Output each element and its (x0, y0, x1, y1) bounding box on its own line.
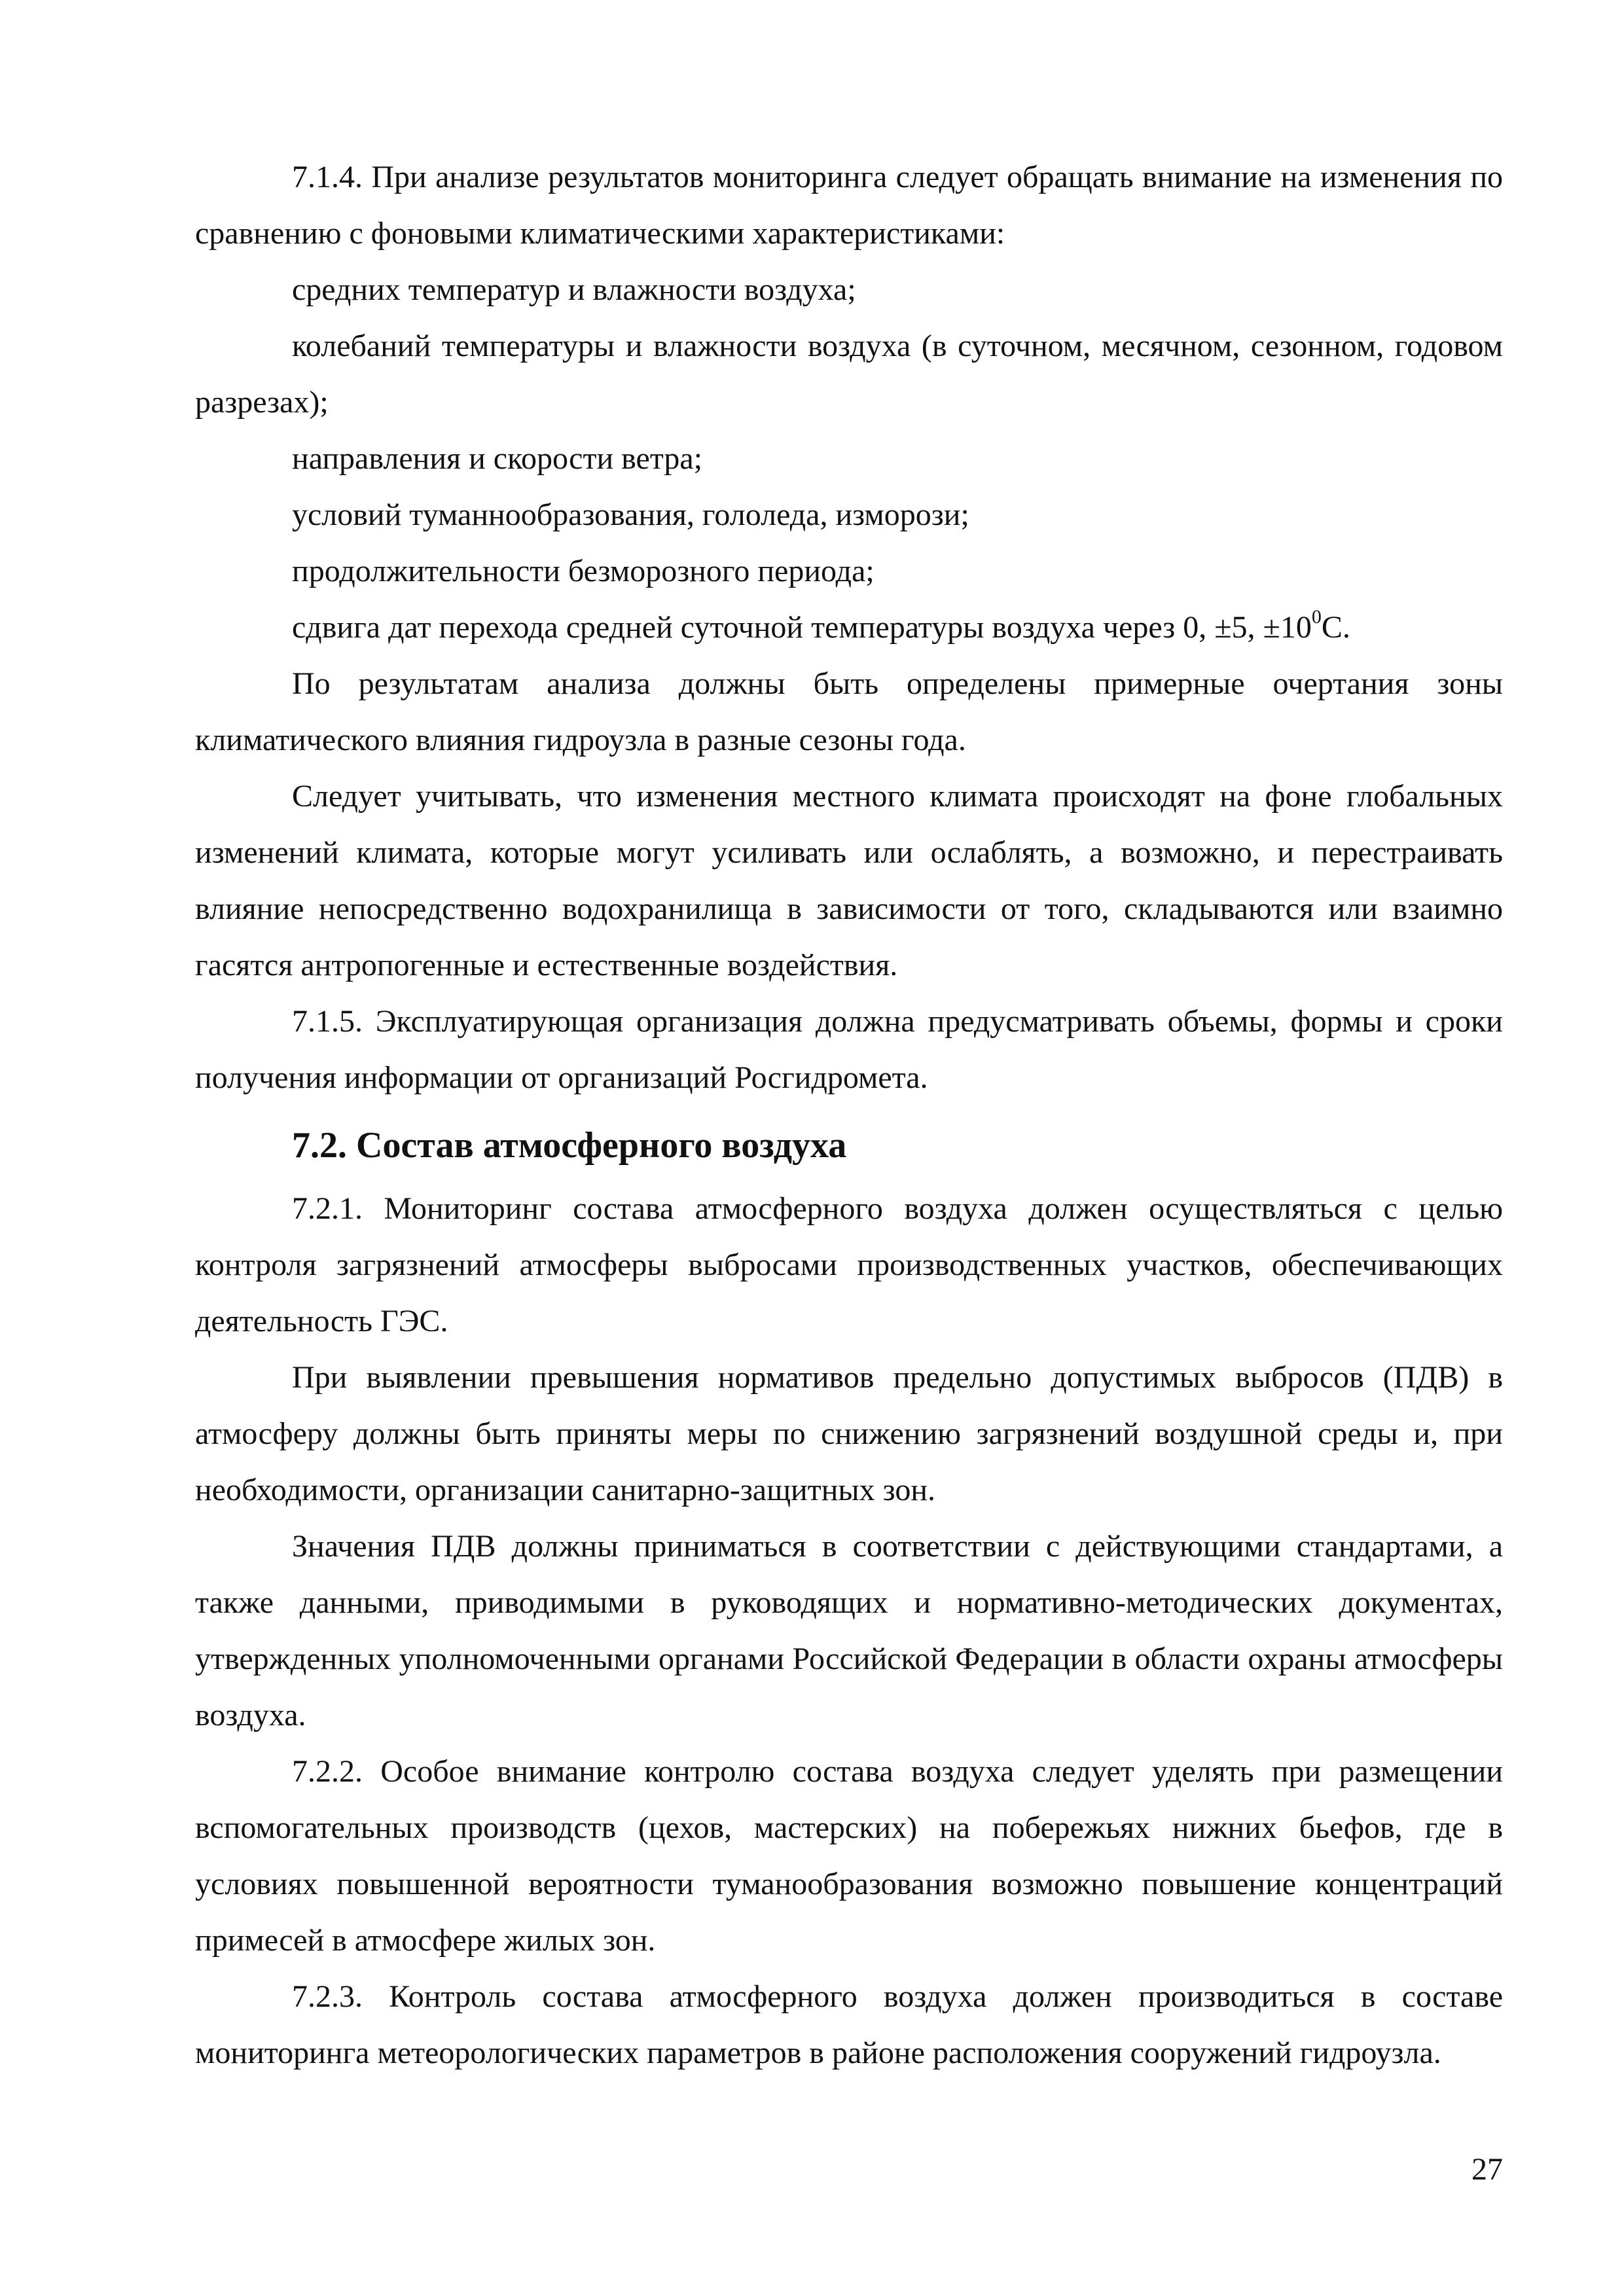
paragraph-7-2-2: 7.2.2. Особое внимание контролю состава воздуха следует уделять при размещении вспомогательных производств (цехов, мастерских) на побережьях нижних бьефов, где в условиях повышенной вероятности туманообразования возможно повышение концентраций примесей в атмосфере жилых зон. (195, 1754, 1503, 1958)
paragraph-7-1-5: 7.1.5. Эксплуатирующая организация должна предусматривать объемы, формы и сроки получения информации от организаций Росгидромета. (195, 1004, 1503, 1095)
paragraph-pdv-exceedance: При выявлении превышения нормативов предельно допустимых выбросов (ПДВ) в атмосферу должны быть приняты меры по снижению загрязнений воздушной среды и, при необходимости, организации санитарно-защитных зон. (195, 1360, 1503, 1507)
paragraph-7-1-4: 7.1.4. При анализе результатов мониторинга следует обращать внимание на изменения по сравнению с фоновыми климатическими характеристиками: (195, 160, 1503, 251)
paragraph-analysis-results: По результатам анализа должны быть определены примерные очертания зоны климатического влияния гидроузла в разные сезоны года. (195, 666, 1503, 757)
list-item-fog-ice: условий туманнообразования, гололеда, изморози; (292, 497, 969, 532)
section-heading-7-2: 7.2. Состав атмосферного воздуха (292, 1125, 847, 1166)
page-number: 27 (1471, 2152, 1503, 2187)
paragraph-7-2-3: 7.2.3. Контроль состава атмосферного воздуха должен производиться в составе мониторинга метеорологических параметров в районе расположения сооружений гидроузла. (195, 1979, 1503, 2070)
list-item-frost-free-period: продолжительности безморозного периода; (292, 554, 875, 588)
page-body (195, 149, 1503, 2081)
list-item-mean-temperature: средних температур и влажности воздуха; (292, 272, 856, 307)
degree-superscript: 0 (1311, 606, 1322, 628)
list-item-date-shift (195, 600, 1503, 656)
paragraph-pdv-values: Значения ПДВ должны приниматься в соответствии с действующими стандартами, а также данными, приводимыми в руководящих и нормативно-методических документах, утвержденных уполномоченными органами Российской Федерации в области охраны атмосферы воздуха. (195, 1529, 1503, 1732)
paragraph-global-climate: Следует учитывать, что изменения местного климата происходят на фоне глобальных изменений климата, которые могут усиливать или ослаблять, а возможно, и перестраивать влияние непосредственно водохранилища в зависимости от того, складываются или взаимно гасятся антропогенные и естественные воздействия. (195, 779, 1503, 982)
list-item-fluctuations: колебаний температуры и влажности воздуха (в суточном, месячном, сезонном, годовом разрезах); (195, 329, 1503, 420)
date-shift-text: сдвига дат перехода средней суточной температуры воздуха через 0, ±5, ±10 (292, 610, 1312, 645)
paragraph-7-2-1: 7.2.1. Мониторинг состава атмосферного воздуха должен осуществляться с целью контроля загрязнений атмосферы выбросами производственных участков, обеспечивающих деятельность ГЭС. (195, 1191, 1503, 1338)
date-shift-unit: С. (1321, 610, 1350, 645)
list-item-wind: направления и скорости ветра; (292, 441, 703, 476)
